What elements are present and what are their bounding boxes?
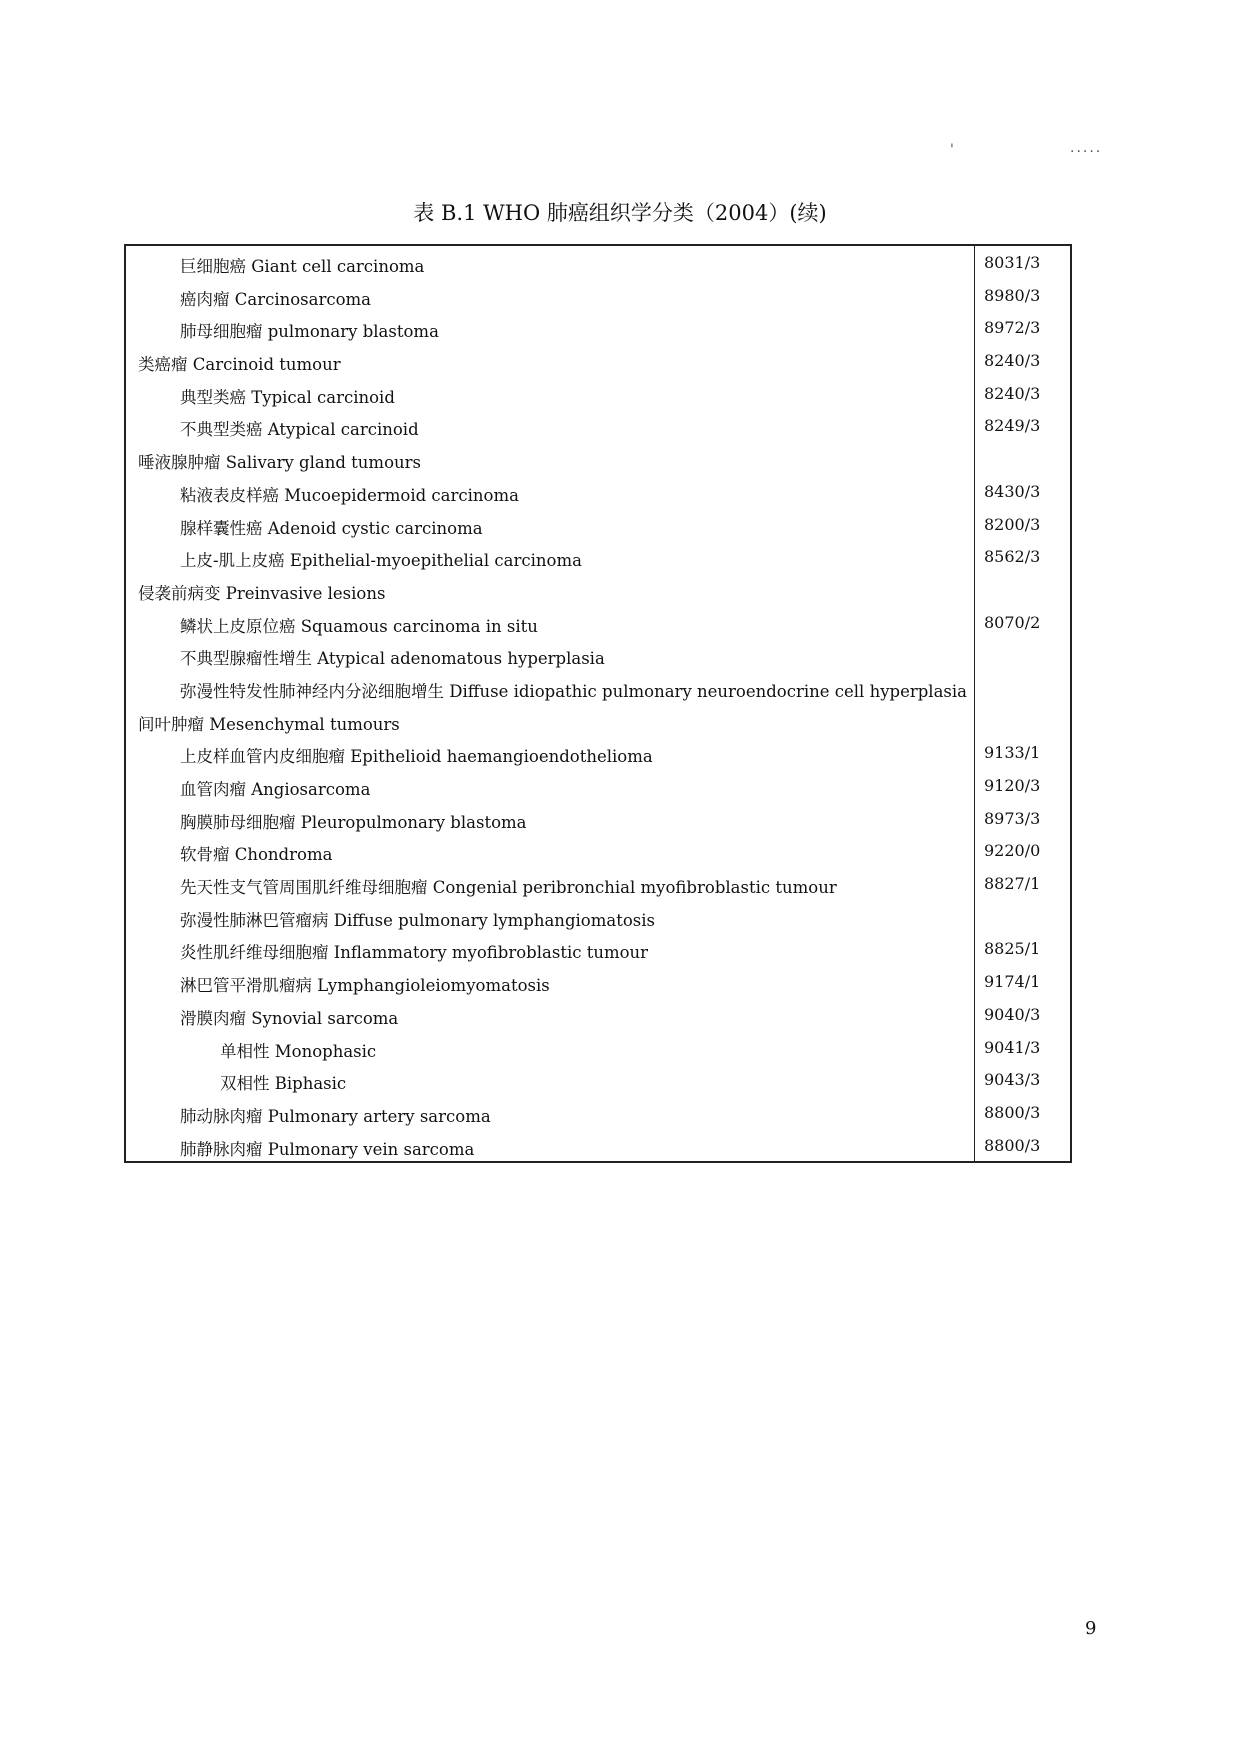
tumour-name: 炎性肌纤维母细胞瘤 Inflammatory myofibroblastic tumour xyxy=(180,943,649,963)
tumour-name: 上皮样血管内皮细胞瘤 Epithelioid haemangioendothelioma xyxy=(180,747,653,767)
table-row xyxy=(126,671,1070,704)
icd-o-code: 8825/1 xyxy=(984,939,1041,959)
table-row xyxy=(126,1129,1070,1162)
table-row xyxy=(126,409,1070,442)
tumour-name: 鳞状上皮原位癌 Squamous carcinoma in situ xyxy=(180,616,538,636)
icd-o-code: 8562/3 xyxy=(984,547,1041,567)
table-row xyxy=(126,704,1070,737)
tumour-name: 癌肉瘤 Carcinosarcoma xyxy=(180,289,372,309)
icd-o-code: 9040/3 xyxy=(984,1004,1041,1024)
table-row xyxy=(126,344,1070,377)
table-row xyxy=(126,638,1070,671)
tumour-name: 胸膜肺母细胞瘤 Pleuropulmonary blastoma xyxy=(180,812,527,832)
table-row xyxy=(126,736,1070,769)
tumour-name: 类癌瘤 Carcinoid tumour xyxy=(138,355,341,375)
tumour-name: 上皮-肌上皮癌 Epithelial-myoepithelial carcinoma xyxy=(180,551,582,571)
tumour-name: 双相性 Biphasic xyxy=(220,1074,347,1094)
icd-o-code: 8430/3 xyxy=(984,481,1041,501)
icd-o-code: 8031/3 xyxy=(984,253,1041,272)
icd-o-code: 8240/3 xyxy=(984,383,1041,403)
tumour-name: 滑膜肉瘤 Synovial sarcoma xyxy=(180,1008,399,1028)
icd-o-code: 8240/3 xyxy=(984,351,1041,371)
table-row xyxy=(126,802,1070,835)
tumour-name: 不典型类癌 Atypical carcinoid xyxy=(180,420,419,440)
tumour-name: 血管肉瘤 Angiosarcoma xyxy=(180,780,371,799)
icd-o-code: 8980/3 xyxy=(984,285,1041,305)
page-number: 9 xyxy=(1085,1618,1097,1639)
icd-o-code: 8200/3 xyxy=(984,514,1041,534)
icd-o-code: 8973/3 xyxy=(984,808,1041,828)
table-row xyxy=(126,998,1070,1031)
tumour-name: 侵袭前病变 Preinvasive lesions xyxy=(138,583,386,603)
tumour-name: 淋巴管平滑肌瘤病 Lymphangioleiomyomatosis xyxy=(180,976,550,996)
table-row xyxy=(126,442,1070,475)
tumour-name: 先天性支气管周围肌纤维母细胞瘤 Congenial peribronchial myofibroblastic tumour xyxy=(180,878,837,898)
icd-o-code: 9120/3 xyxy=(984,776,1041,795)
icd-o-code: 8827/1 xyxy=(984,874,1041,894)
table-row xyxy=(126,965,1070,998)
table-row xyxy=(126,311,1070,344)
icd-o-code: 9041/3 xyxy=(984,1037,1041,1057)
header-tick-mark: ' xyxy=(950,142,954,158)
table-row xyxy=(126,606,1070,639)
tumour-name: 肺动脉肉瘤 Pulmonary artery sarcoma xyxy=(180,1106,491,1126)
icd-o-code: 8249/3 xyxy=(984,416,1041,436)
tumour-name: 肺母细胞瘤 pulmonary blastoma xyxy=(180,322,439,342)
icd-o-code: 9220/0 xyxy=(984,841,1041,861)
icd-o-code: 8800/3 xyxy=(984,1102,1041,1122)
icd-o-code: 8972/3 xyxy=(984,318,1041,338)
table-title: 表 B.1 WHO 肺癌组织学分类（2004）(续) xyxy=(413,201,827,225)
table-row xyxy=(126,834,1070,867)
tumour-name: 单相性 Monophasic xyxy=(220,1041,377,1061)
icd-o-code: 9133/1 xyxy=(984,743,1041,763)
icd-o-code: 8070/2 xyxy=(984,612,1041,632)
table-row xyxy=(126,279,1070,312)
tumour-name: 间叶肿瘤 Mesenchymal tumours xyxy=(138,714,400,734)
tumour-name: 弥漫性肺淋巴管瘤病 Diffuse pulmonary lymphangiomatosis xyxy=(180,910,655,930)
table-row xyxy=(126,1096,1070,1129)
table-row xyxy=(126,1031,1070,1064)
table-row xyxy=(126,932,1070,965)
tumour-name: 不典型腺瘤性增生 Atypical adenomatous hyperplasia xyxy=(180,649,605,669)
table-row xyxy=(126,1063,1070,1096)
table-row xyxy=(126,377,1070,410)
icd-o-code: 8800/3 xyxy=(984,1135,1041,1155)
icd-o-code: 9174/1 xyxy=(984,972,1041,992)
tumour-name: 软骨瘤 Chondroma xyxy=(180,845,333,865)
tumour-name: 唾液腺肿瘤 Salivary gland tumours xyxy=(138,453,421,473)
table-row xyxy=(126,508,1070,541)
tumour-name: 肺静脉肉瘤 Pulmonary vein sarcoma xyxy=(180,1139,475,1159)
table-row xyxy=(126,573,1070,606)
table-row xyxy=(126,246,1070,279)
tumour-name: 粘液表皮样癌 Mucoepidermoid carcinoma xyxy=(180,485,519,505)
icd-o-code: 9043/3 xyxy=(984,1070,1041,1090)
tumour-name: 巨细胞癌 Giant cell carcinoma xyxy=(180,257,425,276)
tumour-name: 腺样囊性癌 Adenoid cystic carcinoma xyxy=(180,518,483,538)
classification-table xyxy=(124,244,1072,1163)
table-row xyxy=(126,867,1070,900)
tumour-name: 弥漫性特发性肺神经内分泌细胞增生 Diffuse idiopathic pulmonary neuroendocrine cell hyperplasia xyxy=(180,681,968,701)
header-mark: ..... xyxy=(1070,140,1103,156)
table-row xyxy=(126,540,1070,573)
tumour-name: 典型类癌 Typical carcinoid xyxy=(180,387,395,407)
table-row xyxy=(126,769,1070,802)
table-row xyxy=(126,900,1070,933)
table-row xyxy=(126,475,1070,508)
